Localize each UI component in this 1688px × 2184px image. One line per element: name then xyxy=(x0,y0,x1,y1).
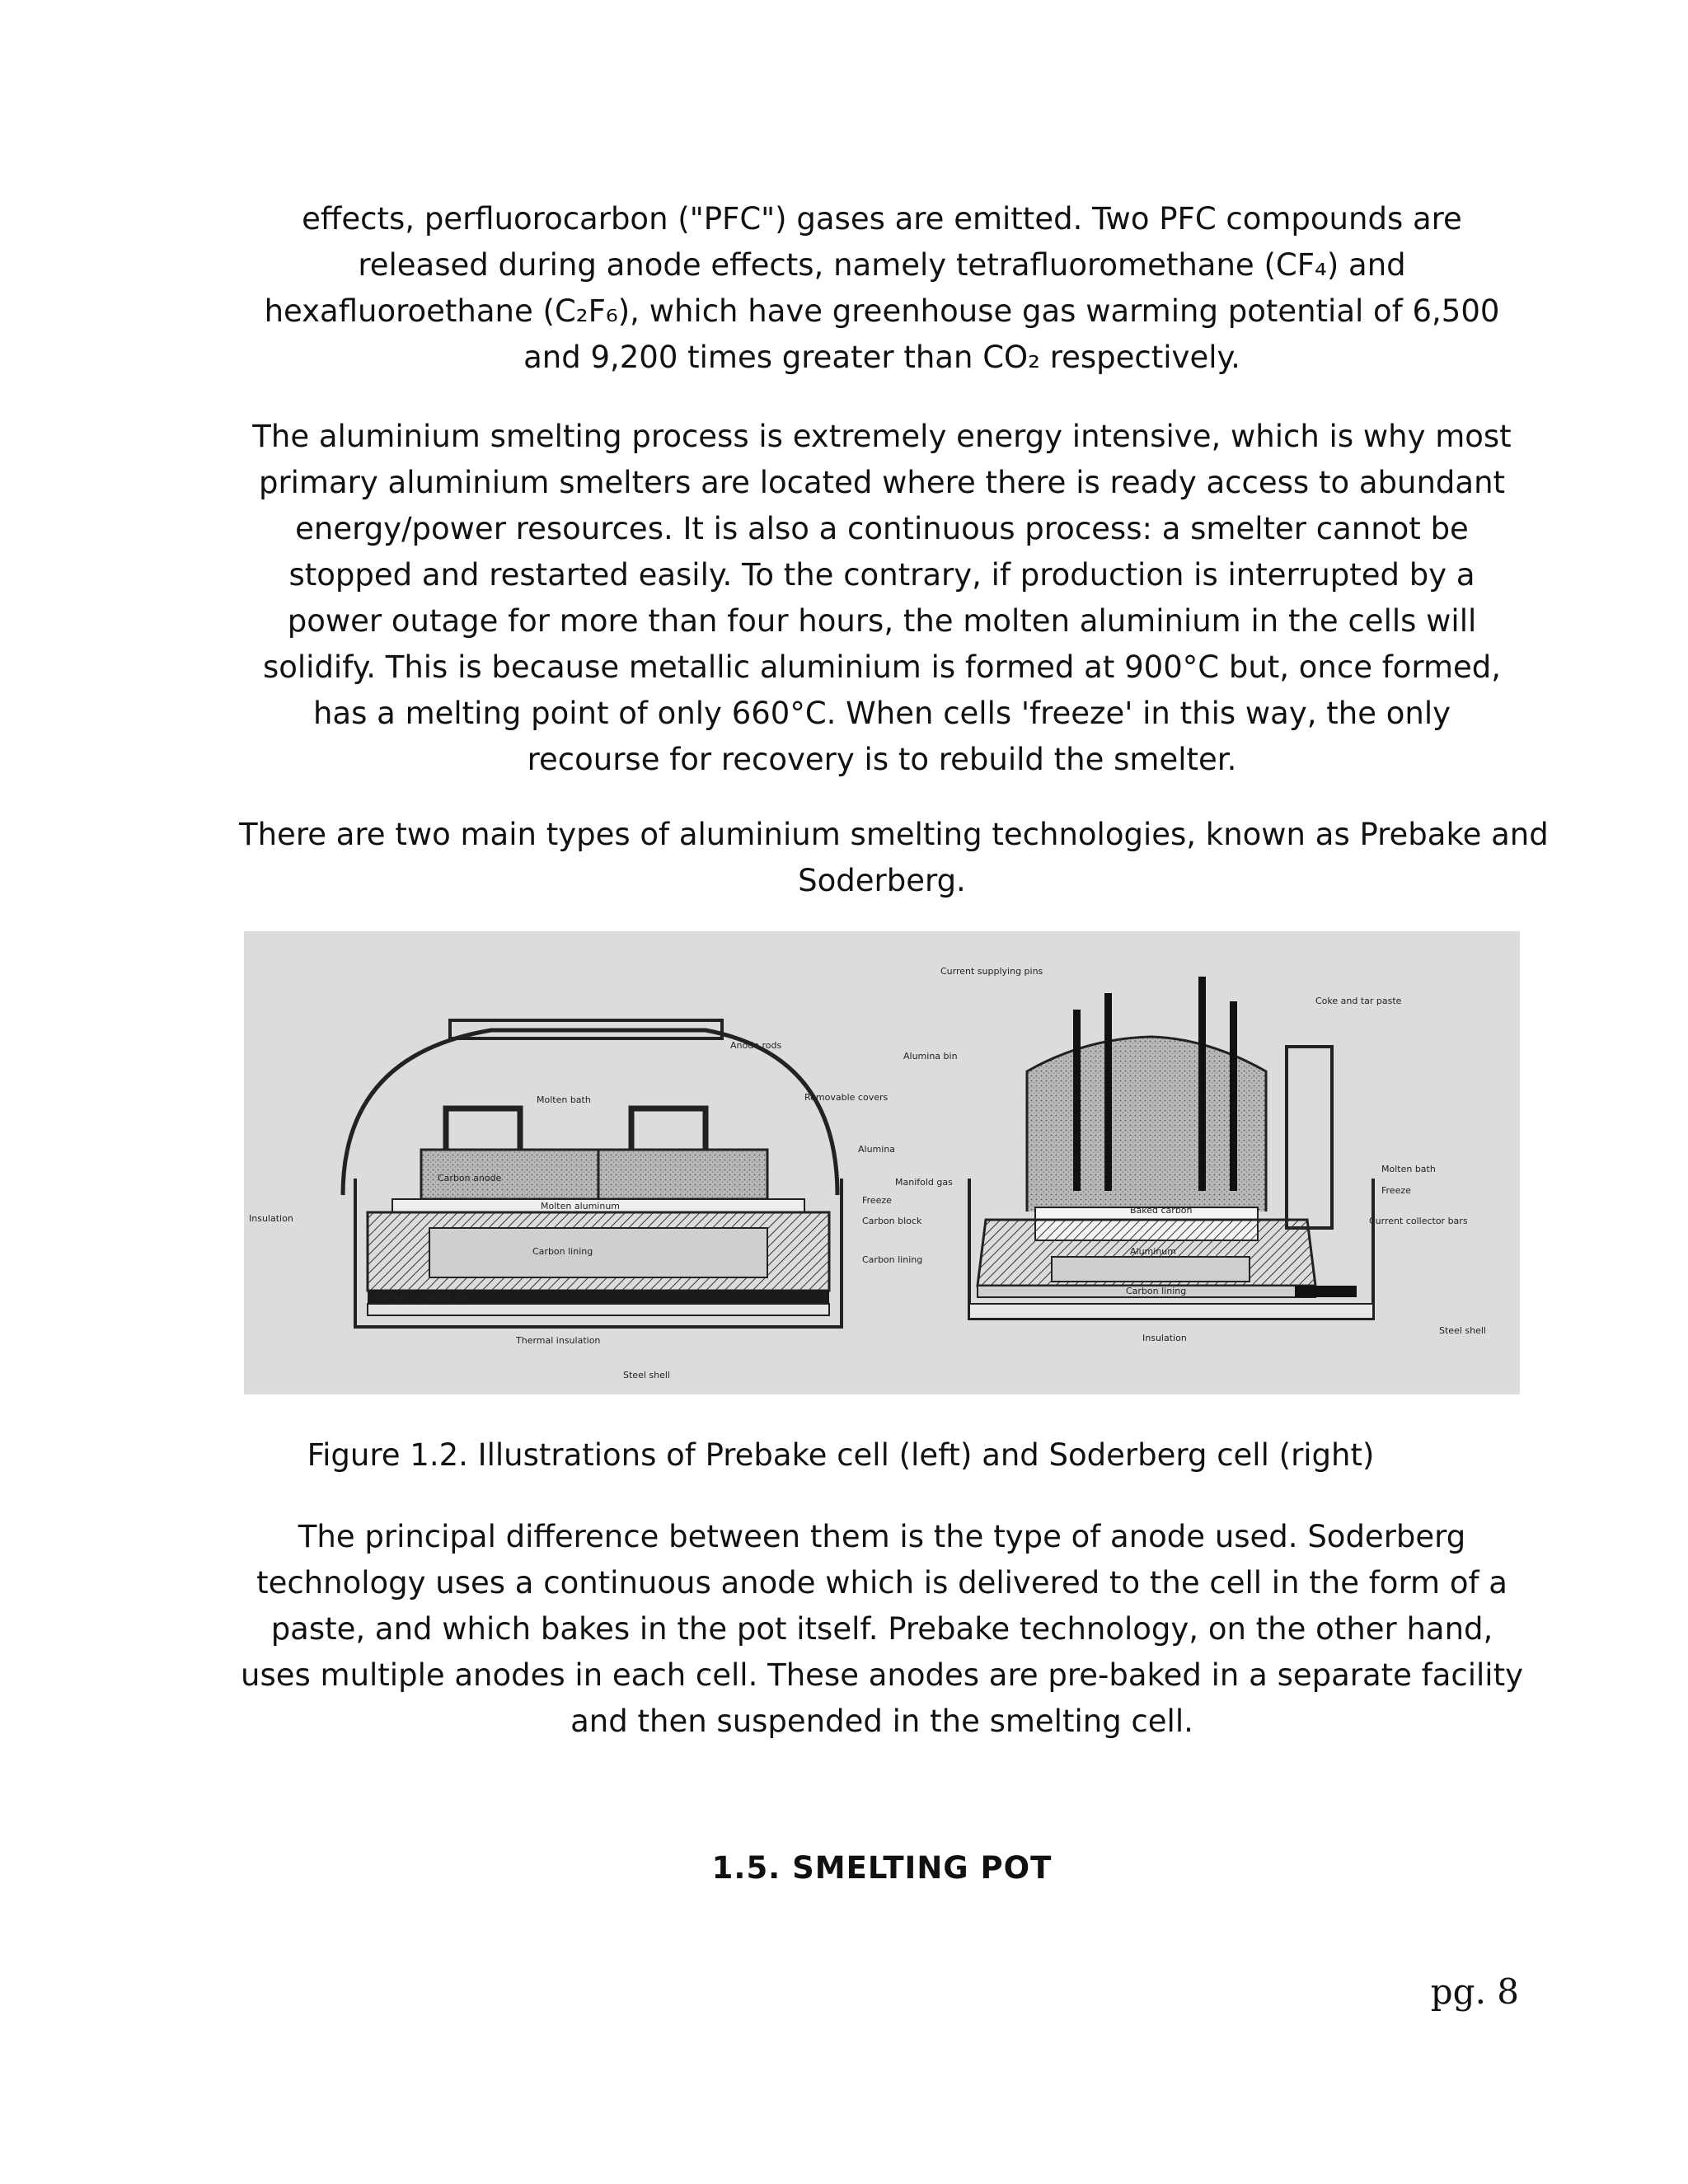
text-line: The aluminium smelting process is extremely energy intensive, which is why most xyxy=(252,419,1512,454)
figure-illustration xyxy=(244,931,1520,1394)
label-steel-shell: Steel shell xyxy=(623,1370,670,1380)
text-line: solidify. This is because metallic aluminium is formed at 900°C but, once formed, xyxy=(262,649,1502,685)
paragraph-anode-difference xyxy=(239,1514,1525,1745)
label-carbon-lining-right: Carbon lining xyxy=(862,1254,923,1265)
text-line: Soderberg. xyxy=(798,863,966,898)
text-line: recourse for recovery is to rebuild the smelter. xyxy=(527,742,1237,777)
label-freeze: Freeze xyxy=(862,1195,892,1206)
text-line: There are two main types of aluminium smelting technologies, known as Prebake and xyxy=(239,817,1549,852)
label-carbon-lining: Carbon lining xyxy=(1126,1286,1187,1296)
label-coke-and-tar-paste: Coke and tar paste xyxy=(1315,996,1402,1006)
text-line: uses multiple anodes in each cell. These anodes are pre-baked in a separate facility xyxy=(241,1657,1523,1693)
label-current-supplying-pins: Current supplying pins xyxy=(940,966,1043,977)
label-carbon-lining: Carbon lining xyxy=(532,1246,593,1257)
label-manifold-gas: Manifold gas xyxy=(895,1177,953,1188)
label-freeze: Freeze xyxy=(1381,1185,1411,1196)
paragraph-technology-types xyxy=(239,812,1549,904)
text-line: and 9,200 times greater than CO₂ respectively. xyxy=(523,340,1240,375)
label-molten-bath: Molten bath xyxy=(537,1094,591,1105)
text-line: and then suspended in the smelting cell. xyxy=(570,1704,1193,1739)
label-thermal-insulation: Thermal insulation xyxy=(516,1335,601,1346)
page-number: pg. 8 xyxy=(1430,1971,1519,2012)
smelting-cells-figure xyxy=(244,931,1520,1394)
label-insulation: Insulation xyxy=(1142,1333,1187,1343)
label-molten-aluminum: Molten aluminum xyxy=(541,1201,621,1212)
figure-caption: Figure 1.2. Illustrations of Prebake cell (left) and Soderberg cell (right) xyxy=(307,1437,1375,1473)
paragraph-energy-intensive xyxy=(239,414,1525,783)
section-heading: 1.5. SMELTING POT xyxy=(711,1850,1053,1886)
text-line: The principal difference between them is the type of anode used. Soderberg xyxy=(298,1519,1466,1554)
text-line: technology uses a continuous anode which is delivered to the cell in the form of a xyxy=(256,1565,1507,1601)
text-line: has a melting point of only 660°C. When cells 'freeze' in this way, the only xyxy=(312,696,1451,731)
text-line: power outage for more than four hours, the molten aluminium in the cells will xyxy=(287,603,1477,639)
label-anode-rods: Anode rods xyxy=(730,1040,782,1051)
label-removable-covers: Removable covers xyxy=(804,1092,889,1103)
text-line: released during anode effects, namely tetrafluoromethane (CF₄) and xyxy=(358,247,1406,283)
label-carbon-block: Carbon block xyxy=(862,1216,922,1226)
label-aluminum: Aluminum xyxy=(1130,1246,1176,1257)
text-line: effects, perfluorocarbon ("PFC") gases are emitted. Two PFC compounds are xyxy=(302,201,1462,237)
label-baked-carbon: Baked carbon xyxy=(1130,1205,1193,1216)
text-line: primary aluminium smelters are located where there is ready access to abundant xyxy=(258,465,1506,500)
label-alumina-bin: Alumina bin xyxy=(903,1051,958,1062)
label-insulation: Insulation xyxy=(249,1213,293,1224)
label-current-collector-bar: Current collector bar xyxy=(376,1291,470,1302)
label-alumina: Alumina xyxy=(858,1144,896,1155)
paragraph-pfc-emissions xyxy=(239,196,1525,381)
text-line: paste, and which bakes in the pot itself. Prebake technology, on the other hand, xyxy=(270,1611,1493,1647)
label-steel-shell: Steel shell xyxy=(1439,1325,1486,1336)
text-line: stopped and restarted easily. To the contrary, if production is interrupted by a xyxy=(288,557,1475,593)
text-line: hexafluoroethane (C₂F₆), which have greenhouse gas warming potential of 6,500 xyxy=(264,293,1500,329)
label-current-collector-bars: Current collector bars xyxy=(1369,1216,1468,1226)
label-molten-bath: Molten bath xyxy=(1381,1164,1436,1174)
text-line: energy/power resources. It is also a continuous process: a smelter cannot be xyxy=(295,511,1469,546)
label-carbon-anode: Carbon anode xyxy=(438,1173,502,1183)
